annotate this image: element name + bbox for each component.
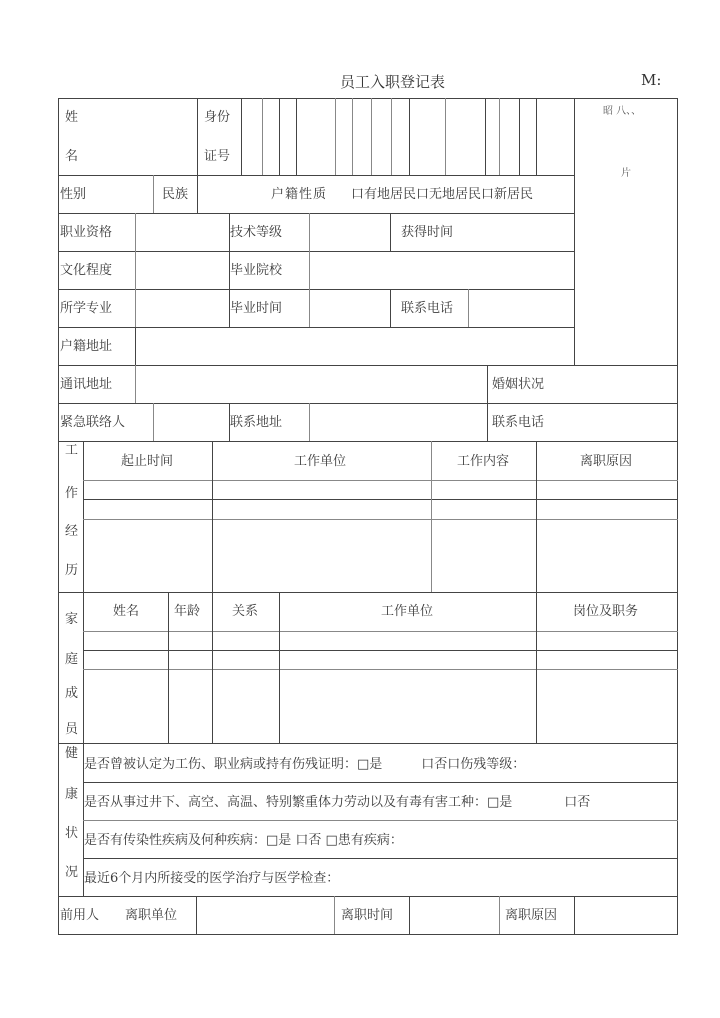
work-header-reason: 离职原因 <box>580 454 633 469</box>
health-side-label: 康 <box>65 787 79 802</box>
tech-level-input[interactable] <box>310 214 389 250</box>
name-label-bottom: 名 <box>65 149 79 164</box>
id-label-bottom: 证号 <box>204 149 231 164</box>
family-header-position: 岗位及职务 <box>573 604 639 619</box>
hukou-type-label: 户籍性质 <box>271 187 328 202</box>
family-side-label: 员 <box>65 722 79 737</box>
health-question-recent-treatment[interactable]: 最近6个月内所接受的医学治疗与医学检查： <box>84 871 340 886</box>
prev-time-input[interactable] <box>410 897 498 933</box>
education-input[interactable] <box>136 252 228 288</box>
health-side-label: 状 <box>65 826 79 841</box>
work-header-period: 起止时间 <box>121 454 174 469</box>
tech-level-label: 技术等级 <box>230 225 283 240</box>
phone-input[interactable] <box>469 290 573 326</box>
emergency-address-label: 联系地址 <box>230 415 283 430</box>
emergency-contact-label: 紧急联络人 <box>60 415 126 430</box>
gender-label: 性别 <box>60 187 87 202</box>
education-label: 文化程度 <box>60 263 113 278</box>
health-question-injury[interactable]: 是否曾被认定为工伤、职业病或持有伤残证明：□是 口否口伤残等级： <box>84 757 526 772</box>
emergency-phone-label: 联系电话 <box>492 415 545 430</box>
emergency-contact-input[interactable] <box>154 404 228 440</box>
grad-time-label: 毕业时间 <box>230 301 283 316</box>
health-side-label: 健 <box>65 746 79 761</box>
hukou-address-input[interactable] <box>136 328 573 364</box>
major-label: 所学专业 <box>60 301 113 316</box>
phone-label: 联系电话 <box>401 301 454 316</box>
prev-employer-label: 前用人 <box>60 908 100 923</box>
major-input[interactable] <box>136 290 228 326</box>
work-side-label: 历 <box>65 563 79 578</box>
ethnicity-label: 民族 <box>162 187 189 202</box>
family-header-name: 姓名 <box>113 604 140 619</box>
work-side-label: 工 <box>65 443 79 458</box>
prev-unit-label: 离职单位 <box>125 908 178 923</box>
work-header-employer: 工作单位 <box>294 454 347 469</box>
family-side-label: 成 <box>65 686 79 701</box>
family-side-label: 庭 <box>65 652 79 667</box>
prev-reason-input[interactable] <box>575 897 676 933</box>
work-header-content: 工作内容 <box>457 454 510 469</box>
family-header-age: 年龄 <box>174 604 201 619</box>
obtained-time-label: 获得时间 <box>401 225 454 240</box>
mail-address-label: 通讯地址 <box>60 377 113 392</box>
name-label-top: 姓 <box>65 110 79 125</box>
corner-mark: M: <box>641 71 662 89</box>
marital-label: 婚姻状况 <box>492 377 545 392</box>
mail-address-input[interactable] <box>136 366 486 402</box>
photo-label-mid: 片 <box>621 168 631 179</box>
work-side-label: 作 <box>65 486 79 501</box>
family-side-label: 家 <box>65 612 79 627</box>
family-header-employer: 工作单位 <box>381 604 434 619</box>
hukou-address-label: 户籍地址 <box>60 339 113 354</box>
prev-reason-label: 离职原因 <box>505 908 558 923</box>
hukou-type-options[interactable]: 口有地居民口无地居民口新居民 <box>351 187 534 202</box>
work-side-label: 经 <box>65 524 79 539</box>
school-input[interactable] <box>310 252 573 288</box>
school-label: 毕业院校 <box>230 263 283 278</box>
emergency-address-input[interactable] <box>310 404 486 440</box>
id-label-top: 身份 <box>204 110 231 125</box>
photo-box[interactable] <box>575 99 677 365</box>
health-side-label: 况 <box>65 865 79 880</box>
page-title: 员工入职登记表 <box>340 73 446 91</box>
qualification-input[interactable] <box>136 214 228 250</box>
prev-unit-input[interactable] <box>197 897 333 933</box>
qualification-label: 职业资格 <box>60 225 113 240</box>
family-header-relation: 关系 <box>232 604 259 619</box>
health-question-hazardous-work[interactable]: 是否从事过井下、高空、高温、特别繁重体力劳动以及有毒有害工种：□是 口否 <box>84 795 591 810</box>
photo-label-top: 昭 八、、 <box>603 106 642 117</box>
health-question-infectious[interactable]: 是否有传染性疾病及何种疾病：□是 口否 □患有疾病： <box>84 833 403 848</box>
prev-time-label: 离职时间 <box>341 908 394 923</box>
name-input[interactable] <box>90 100 196 174</box>
id-number-input[interactable] <box>242 100 574 174</box>
